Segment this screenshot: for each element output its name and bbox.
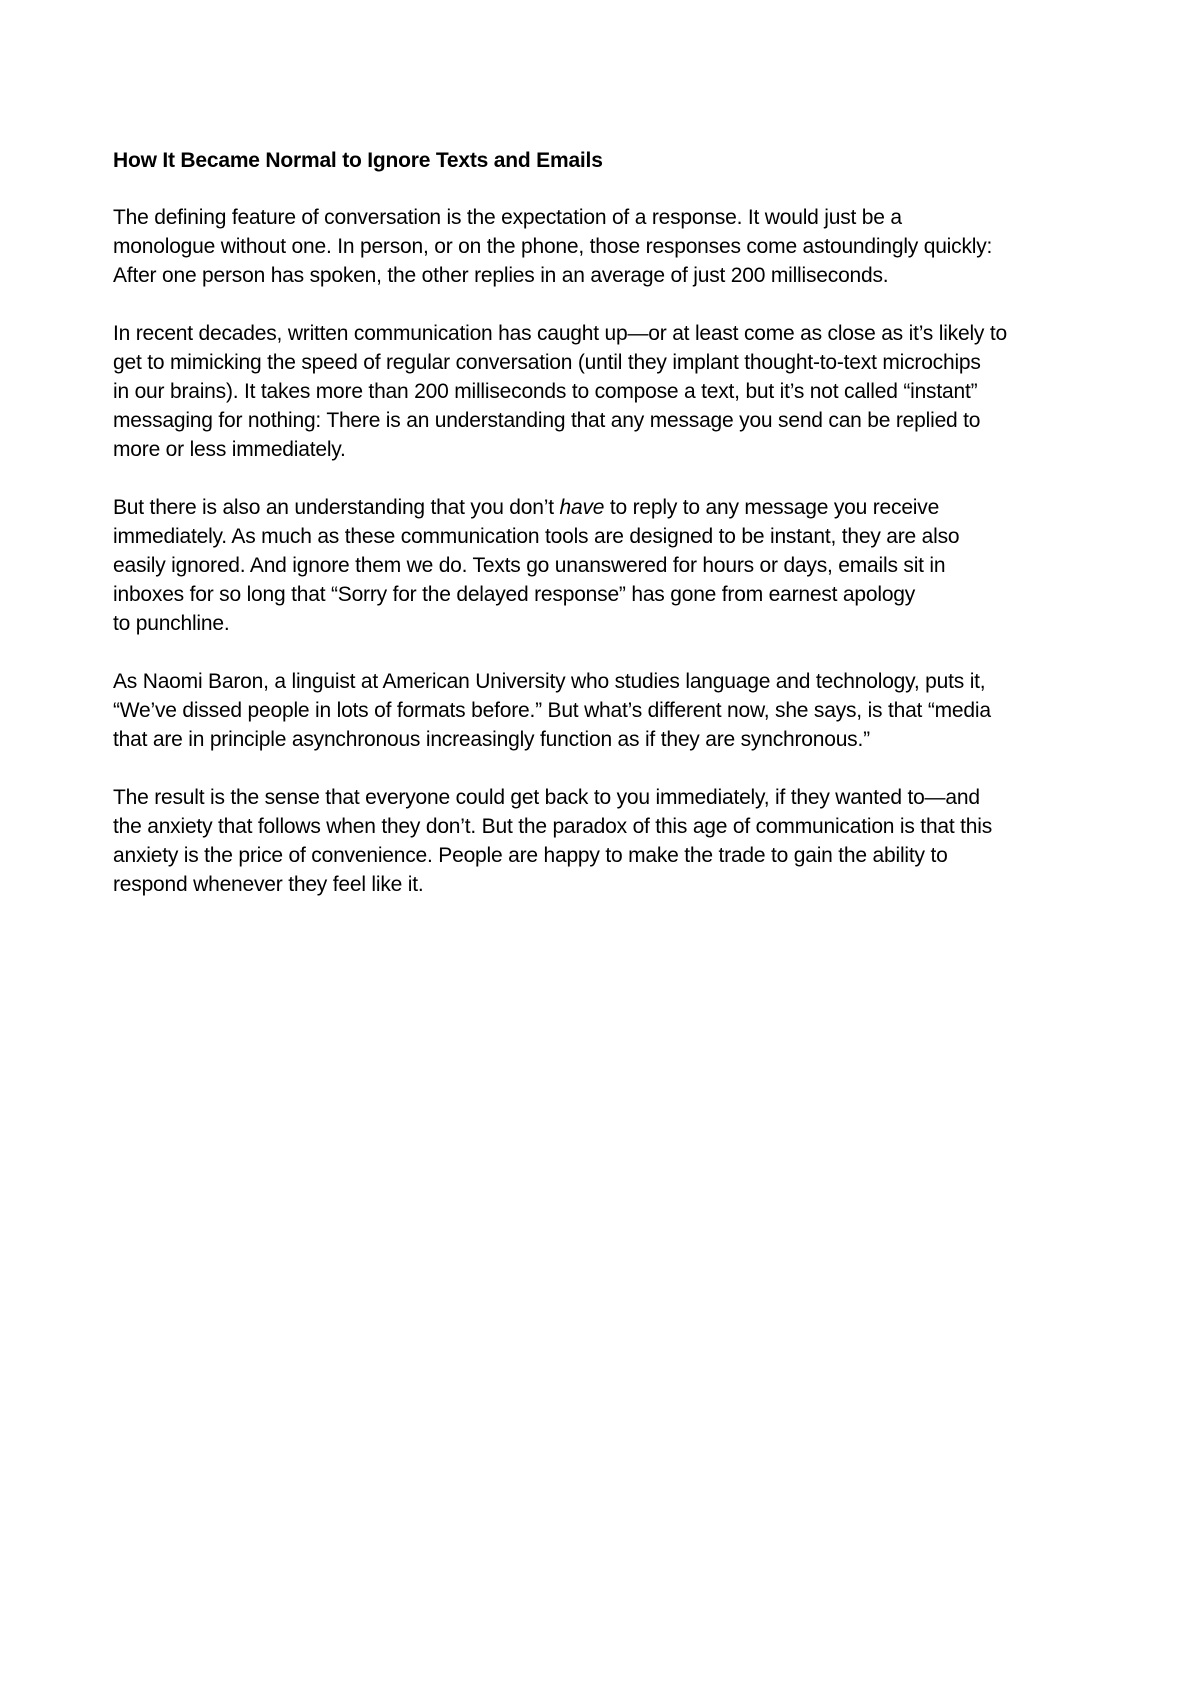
text-line <box>113 406 1098 435</box>
paragraph <box>113 203 1098 290</box>
text-line <box>113 725 1098 754</box>
italic-text-segment: have <box>559 496 605 519</box>
paragraph <box>113 319 1098 464</box>
text-segment: in our brains). It takes more than 200 milliseconds to compose a text, but it’s not called “instant” <box>113 380 978 403</box>
text-line <box>113 232 1098 261</box>
text-line <box>113 609 1098 638</box>
text-line <box>113 493 1098 522</box>
text-segment: After one person has spoken, the other replies in an average of just 200 milliseconds. <box>113 264 889 287</box>
text-segment: But there is also an understanding that you don’t <box>113 496 560 519</box>
text-line <box>113 522 1098 551</box>
text-line <box>113 348 1098 377</box>
document-body <box>113 203 1098 899</box>
text-line <box>113 377 1098 406</box>
text-line <box>113 261 1098 290</box>
text-segment: to punchline. <box>113 612 230 635</box>
paragraph <box>113 783 1098 899</box>
text-line <box>113 551 1098 580</box>
document-title: How It Became Normal to Ignore Texts and Emails <box>113 149 603 172</box>
text-segment: As Naomi Baron, a linguist at American University who studies language and technology, puts it, <box>113 670 986 693</box>
paragraph <box>113 493 1098 638</box>
text-line <box>113 203 1098 232</box>
text-segment: immediately. As much as these communication tools are designed to be instant, they are also <box>113 525 960 548</box>
text-segment: respond whenever they feel like it. <box>113 873 424 896</box>
text-segment: inboxes for so long that “Sorry for the delayed response” has gone from earnest apology <box>113 583 916 606</box>
text-segment: messaging for nothing: There is an understanding that any message you send can be replied to <box>113 409 981 432</box>
text-line <box>113 812 1098 841</box>
text-segment: “We’ve dissed people in lots of formats before.” But what’s different now, she says, is that “media <box>113 699 991 722</box>
text-segment: the anxiety that follows when they don’t. But the paradox of this age of communication is that this <box>113 815 993 838</box>
text-segment: that are in principle asynchronous increasingly function as if they are synchronous.” <box>113 728 870 751</box>
text-line <box>113 580 1098 609</box>
paragraph <box>113 667 1098 754</box>
text-segment: to reply to any message you receive <box>604 496 940 519</box>
text-segment: In recent decades, written communication has caught up—or at least come as close as it’s likely to <box>113 322 1007 345</box>
text-line <box>113 783 1098 812</box>
text-line <box>113 435 1098 464</box>
text-line <box>113 667 1098 696</box>
text-line <box>113 841 1098 870</box>
text-segment: The defining feature of conversation is the expectation of a response. It would just be a <box>113 206 902 229</box>
text-segment: more or less immediately. <box>113 438 346 461</box>
text-segment: monologue without one. In person, or on the phone, those responses come astoundingly quickly: <box>113 235 993 258</box>
text-segment: anxiety is the price of convenience. People are happy to make the trade to gain the ability to <box>113 844 948 867</box>
text-line <box>113 870 1098 899</box>
text-segment: easily ignored. And ignore them we do. Texts go unanswered for hours or days, emails sit in <box>113 554 946 577</box>
document-content <box>113 146 1098 928</box>
text-segment: The result is the sense that everyone could get back to you immediately, if they wanted to—and <box>113 786 980 809</box>
text-segment: get to mimicking the speed of regular conversation (until they implant thought-to-text microchips <box>113 351 981 374</box>
text-line <box>113 696 1098 725</box>
text-line <box>113 319 1098 348</box>
